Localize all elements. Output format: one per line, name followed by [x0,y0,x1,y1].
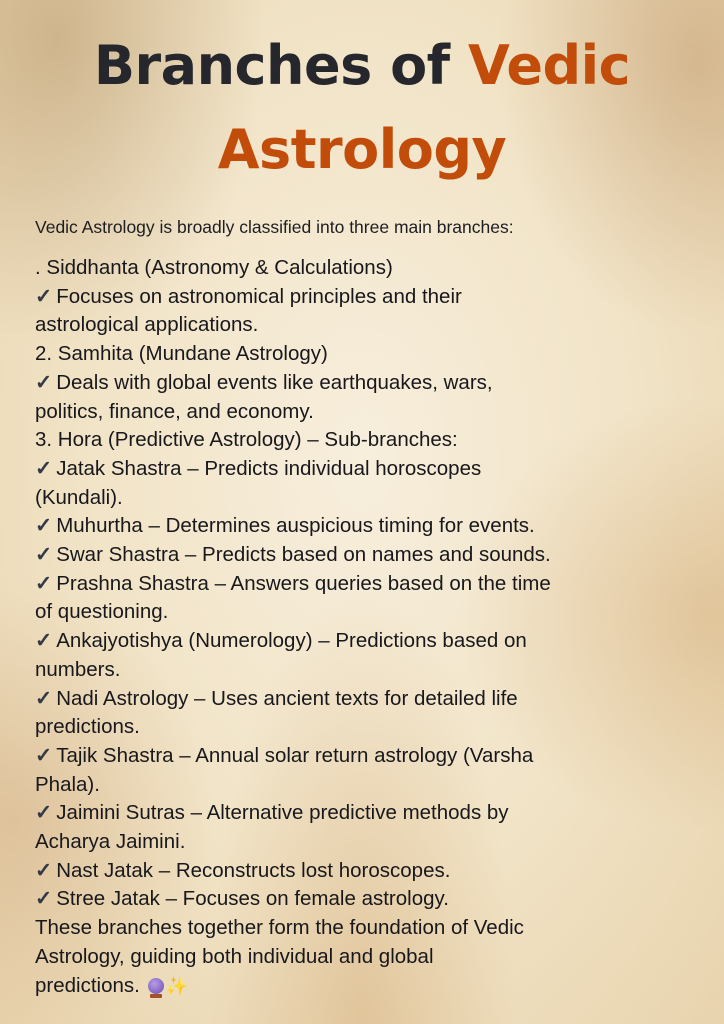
list-item-text: numbers. [35,657,121,681]
list-item [35,398,645,427]
list-item-text: Tajik Shastra – Annual solar return astrology (Varsha [56,743,534,767]
checkmark-icon: ✓ [35,743,53,767]
page-title [0,24,724,192]
list-item [35,857,645,886]
list-item-text: Stree Jatak – Focuses on female astrology. [56,887,449,911]
checkmark-icon: ✓ [35,543,53,567]
checkmark-icon: ✓ [35,370,53,394]
list-item-text: Nadi Astrology – Uses ancient texts for detailed life [56,686,518,710]
list-item [35,914,645,943]
title-part-3: Astrology [217,118,507,181]
checkmark-icon: ✓ [35,284,53,308]
checkmark-icon: ✓ [35,686,53,710]
list-item [35,512,645,541]
title-part-1: Branches of [93,34,450,97]
list-item [35,742,645,771]
list-item [35,311,645,340]
list-item-text: Focuses on astronomical principles and their [56,284,462,308]
list-item-text: Acharya Jaimini. [35,830,186,854]
list-item [35,972,645,1001]
branches-list [35,254,645,1000]
list-item-text: Jatak Shastra – Predicts individual horoscopes [56,456,482,480]
list-item [35,455,645,484]
list-item-text: politics, finance, and economy. [35,399,314,423]
list-item-text: Prashna Shastra – Answers queries based on the time [56,571,551,595]
list-item [35,943,645,972]
list-item [35,598,645,627]
list-item-text: Nast Jatak – Reconstructs lost horoscopes. [56,858,451,882]
list-item-text: These branches together form the foundation of Vedic [35,916,524,940]
list-item [35,713,645,742]
list-item [35,283,645,312]
list-item [35,771,645,800]
list-item-text: Muhurtha – Determines auspicious timing for events. [56,514,535,538]
list-item [35,484,645,513]
list-item-text: astrological applications. [35,313,259,337]
list-item-text: 2. Samhita (Mundane Astrology) [35,342,328,366]
list-item-text: Swar Shastra – Predicts based on names and sounds. [56,543,551,567]
checkmark-icon: ✓ [35,514,53,538]
list-item-text: predictions. [35,973,140,997]
list-item [35,828,645,857]
checkmark-icon: ✓ [35,571,53,595]
list-item-text: Jaimini Sutras – Alternative predictive methods by [56,801,509,825]
list-item [35,656,645,685]
list-item-text: Ankajyotishya (Numerology) – Predictions based on [56,629,527,653]
list-item-text: 3. Hora (Predictive Astrology) – Sub-branches: [35,428,458,452]
title-part-2: Vedic [467,34,631,97]
list-item [35,426,645,455]
crystal-ball-icon [148,978,164,994]
list-item-text: (Kundali). [35,485,123,509]
list-item-text: . Siddhanta (Astronomy & Calculations) [35,256,393,279]
list-item [35,541,645,570]
list-item [35,340,645,369]
list-item [35,627,645,656]
checkmark-icon: ✓ [35,629,53,653]
list-item [35,369,645,398]
checkmark-icon: ✓ [35,887,53,911]
list-item [35,570,645,599]
checkmark-icon: ✓ [35,858,53,882]
list-item-text: of questioning. [35,600,169,624]
checkmark-icon: ✓ [35,801,53,825]
sparkles-icon: ✨ [165,975,188,996]
list-item [35,885,645,914]
list-item-text: Astrology, guiding both individual and global [35,944,434,968]
list-item-text: Deals with global events like earthquakes, wars, [56,370,493,394]
list-item-text: predictions. [35,715,140,739]
list-item [35,799,645,828]
intro-text: Vedic Astrology is broadly classified into three main branches: [35,217,514,237]
list-item [35,254,645,283]
list-item [35,685,645,714]
list-item-text: Phala). [35,772,100,796]
checkmark-icon: ✓ [35,456,53,480]
